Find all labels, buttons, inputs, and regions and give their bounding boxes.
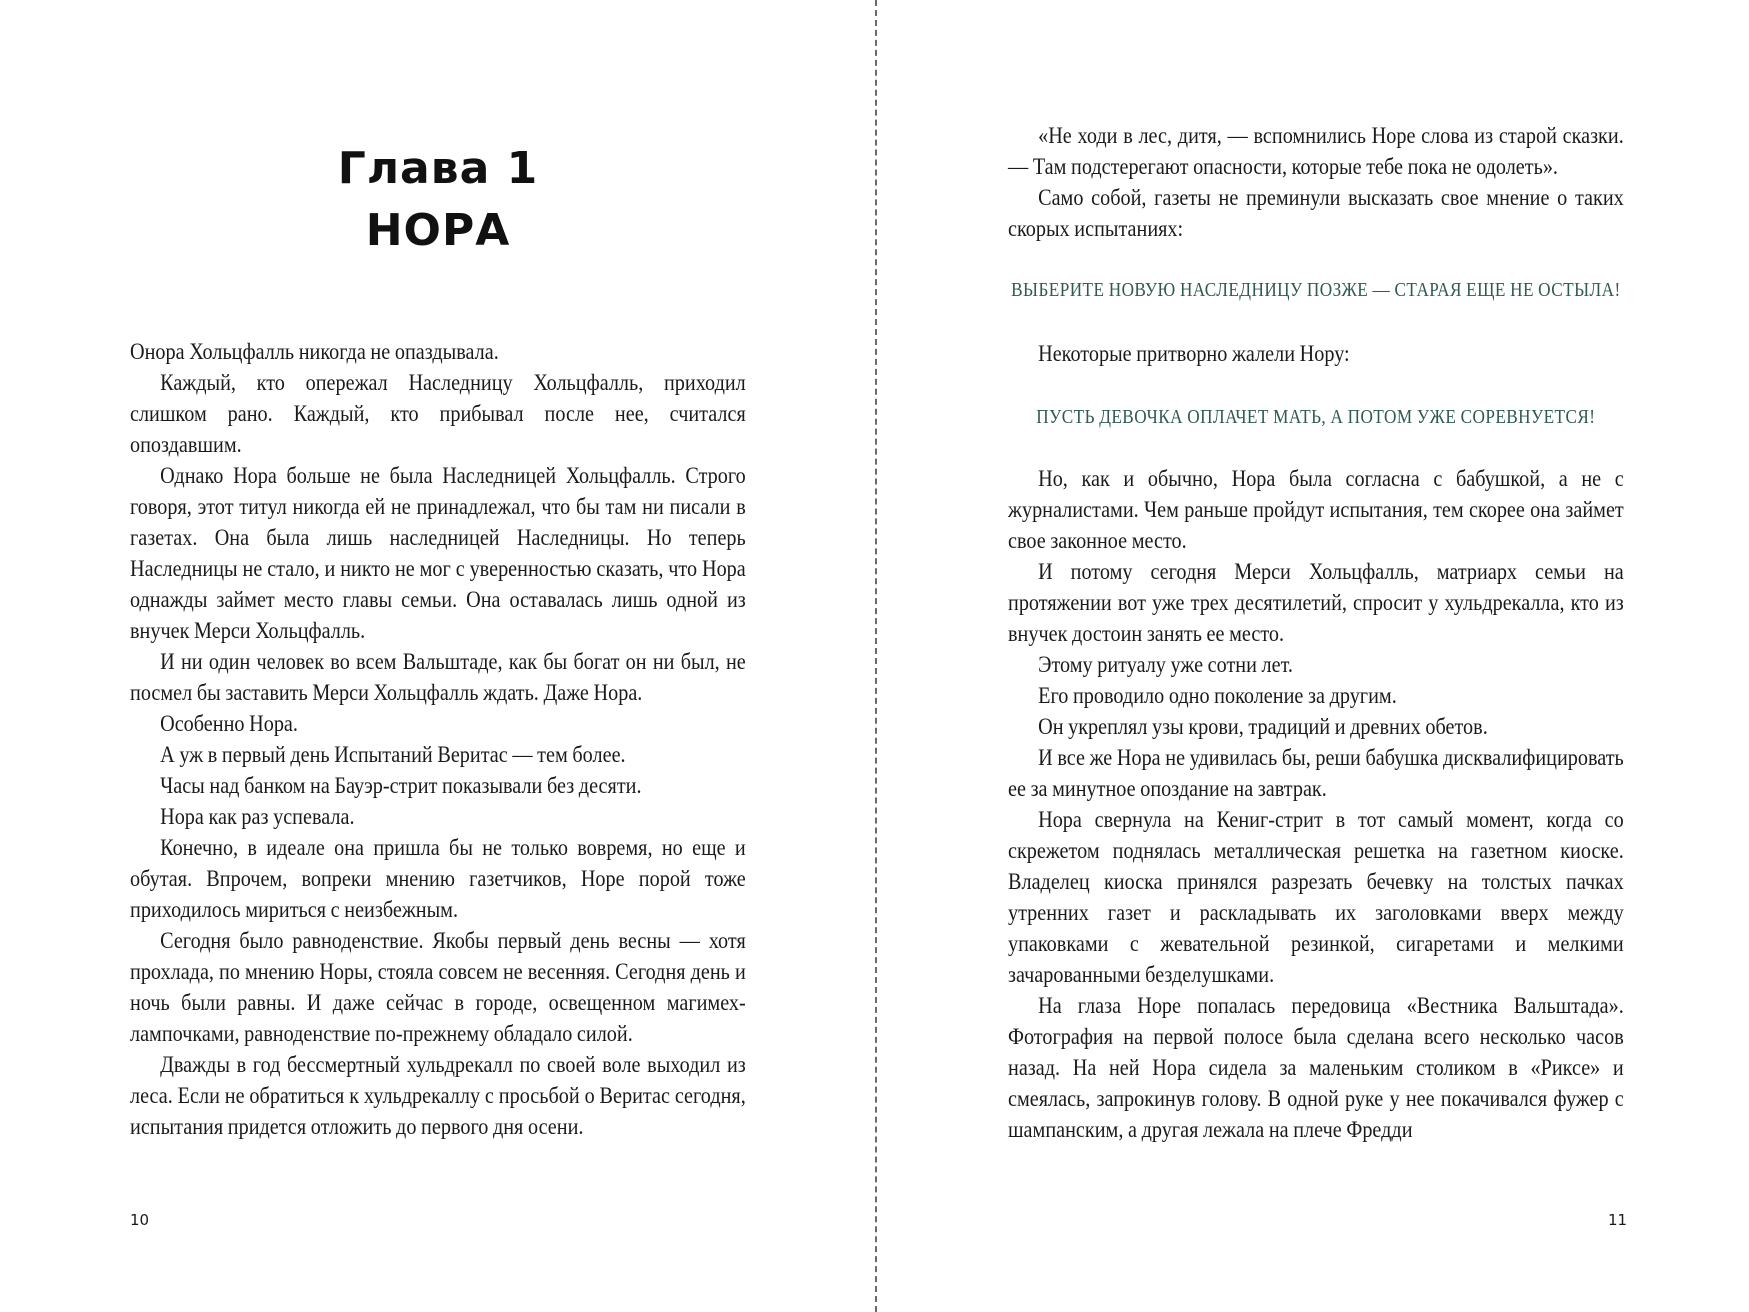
page-number-right: 11 — [1608, 1211, 1628, 1229]
paragraph: Но, как и обычно, Нора была согласна с бабушкой, а не с журналистами. Чем раньше пройдут испытания, тем скорее она займет свое законное место. — [1008, 466, 1624, 554]
paragraph: Этому ритуалу уже сотни лет. — [1038, 652, 1293, 678]
paragraph: Нора свернула на Кениг-стрит в тот самый момент, когда со скрежетом поднялась металлическая решетка на газетном киоске. Владелец киоска принялся разрезать бечевку на толстых пачках утренних газет и раскладывать их заголовками вверх между упаковками с жевательной резинкой, сигаретами и мелкими зачарованными безделушками. — [1008, 807, 1624, 988]
paragraph: Особенно Нора. — [160, 711, 298, 737]
paragraph: Конечно, в идеале она пришла бы не только вовремя, но еще и обутая. Впрочем, вопреки мнению газетчиков, Норе порой тоже приходилось мириться с неизбежным. — [130, 835, 746, 923]
chapter-heading — [130, 138, 746, 262]
chapter-title: НОРА — [365, 205, 511, 256]
page-number-left: 10 — [130, 1211, 150, 1229]
paragraph: И все же Нора не удивилась бы, реши бабушка дисквалифицировать ее за минутное опоздание на завтрак. — [1008, 745, 1624, 802]
paragraph: И потому сегодня Мерси Хольцфалль, матриарх семьи на протяжении вот уже трех десятилетий, спросит у хульдрекалла, кто из внучек достоин занять ее место. — [1008, 559, 1624, 647]
newspaper-headline: ПУСТЬ ДЕВОЧКА ОПЛАЧЕТ МАТЬ, А ПОТОМ УЖЕ СОРЕВНУЕТСЯ! — [1036, 406, 1596, 428]
paragraph: Он укреплял узы крови, традиций и древних обетов. — [1038, 714, 1488, 740]
paragraph: А уж в первый день Испытаний Веритас — тем более. — [160, 742, 626, 768]
paragraph: Часы над банком на Бауэр-стрит показывали без десяти. — [160, 773, 642, 799]
paragraph: Некоторые притворно жалели Нору: — [1038, 341, 1350, 367]
paragraph: Каждый, кто опережал Наследницу Хольцфалль, приходил слишком рано. Каждый, кто прибывал после нее, считался опоздавшим. — [130, 370, 746, 458]
paragraph: И ни один человек во всем Вальштаде, как бы богат он ни был, не посмел бы заставить Мерси Хольцфалль ждать. Даже Нора. — [130, 649, 746, 706]
paragraph: Нора как раз успевала. — [160, 804, 355, 830]
paragraph: Дважды в год бессмертный хульдрекалл по своей воле выходил из леса. Если не обратиться к хульдрекаллу с просьбой о Веритас сегодня, испытания придется отложить до первого дня осени. — [130, 1052, 746, 1140]
paragraph: Однако Нора больше не была Наследницей Хольцфалль. Строго говоря, этот титул никогда ей не принадлежал, что бы там ни писали в газетах. Она была лишь наследницей Наследницы. Но теперь Наследницы не стало, и никто не мог с уверенностью сказать, что Нора однажды займет место главы семьи. Она оставалась лишь одной из внучек Мерси Хольцфалль. — [130, 463, 746, 644]
paragraph: «Не ходи в лес, дитя, — вспомнились Норе слова из старой сказки. — Там подстерегают опасности, которые тебе пока не одолеть». — [1008, 123, 1624, 180]
newspaper-headline: ВЫБЕРИТЕ НОВУЮ НАСЛЕДНИЦУ ПОЗЖЕ — СТАРАЯ ЕЩЕ НЕ ОСТЫЛА! — [1011, 279, 1621, 301]
left-body-text — [130, 337, 746, 1143]
paragraph: На глаза Норе попалась передовица «Вестника Вальштада». Фотография на первой полосе была сделана всего несколько часов назад. На ней Нора сидела за маленьким столиком в «Риксе» и смеялась, запрокинув голову. В одной руке у нее покачивался фужер с шампанским, а другая лежала на плече Фредди — [1008, 993, 1624, 1143]
chapter-number: Глава 1 — [337, 143, 539, 194]
paragraph: Сегодня было равноденствие. Якобы первый день весны — хотя прохлада, по мнению Норы, стояла совсем не весенняя. Сегодня день и ночь были равны. И даже сейчас в городе, освещенном магимех-лампочками, равноденствие по-прежнему обладало силой. — [130, 928, 746, 1047]
paragraph: Само собой, газеты не преминули высказать свое мнение о таких скорых испытаниях: — [1008, 185, 1624, 242]
paragraph: Его проводило одно поколение за другим. — [1038, 683, 1397, 709]
right-body-text — [1008, 121, 1624, 1146]
paragraph: Онора Хольцфалль никогда не опаздывала. — [130, 339, 499, 365]
